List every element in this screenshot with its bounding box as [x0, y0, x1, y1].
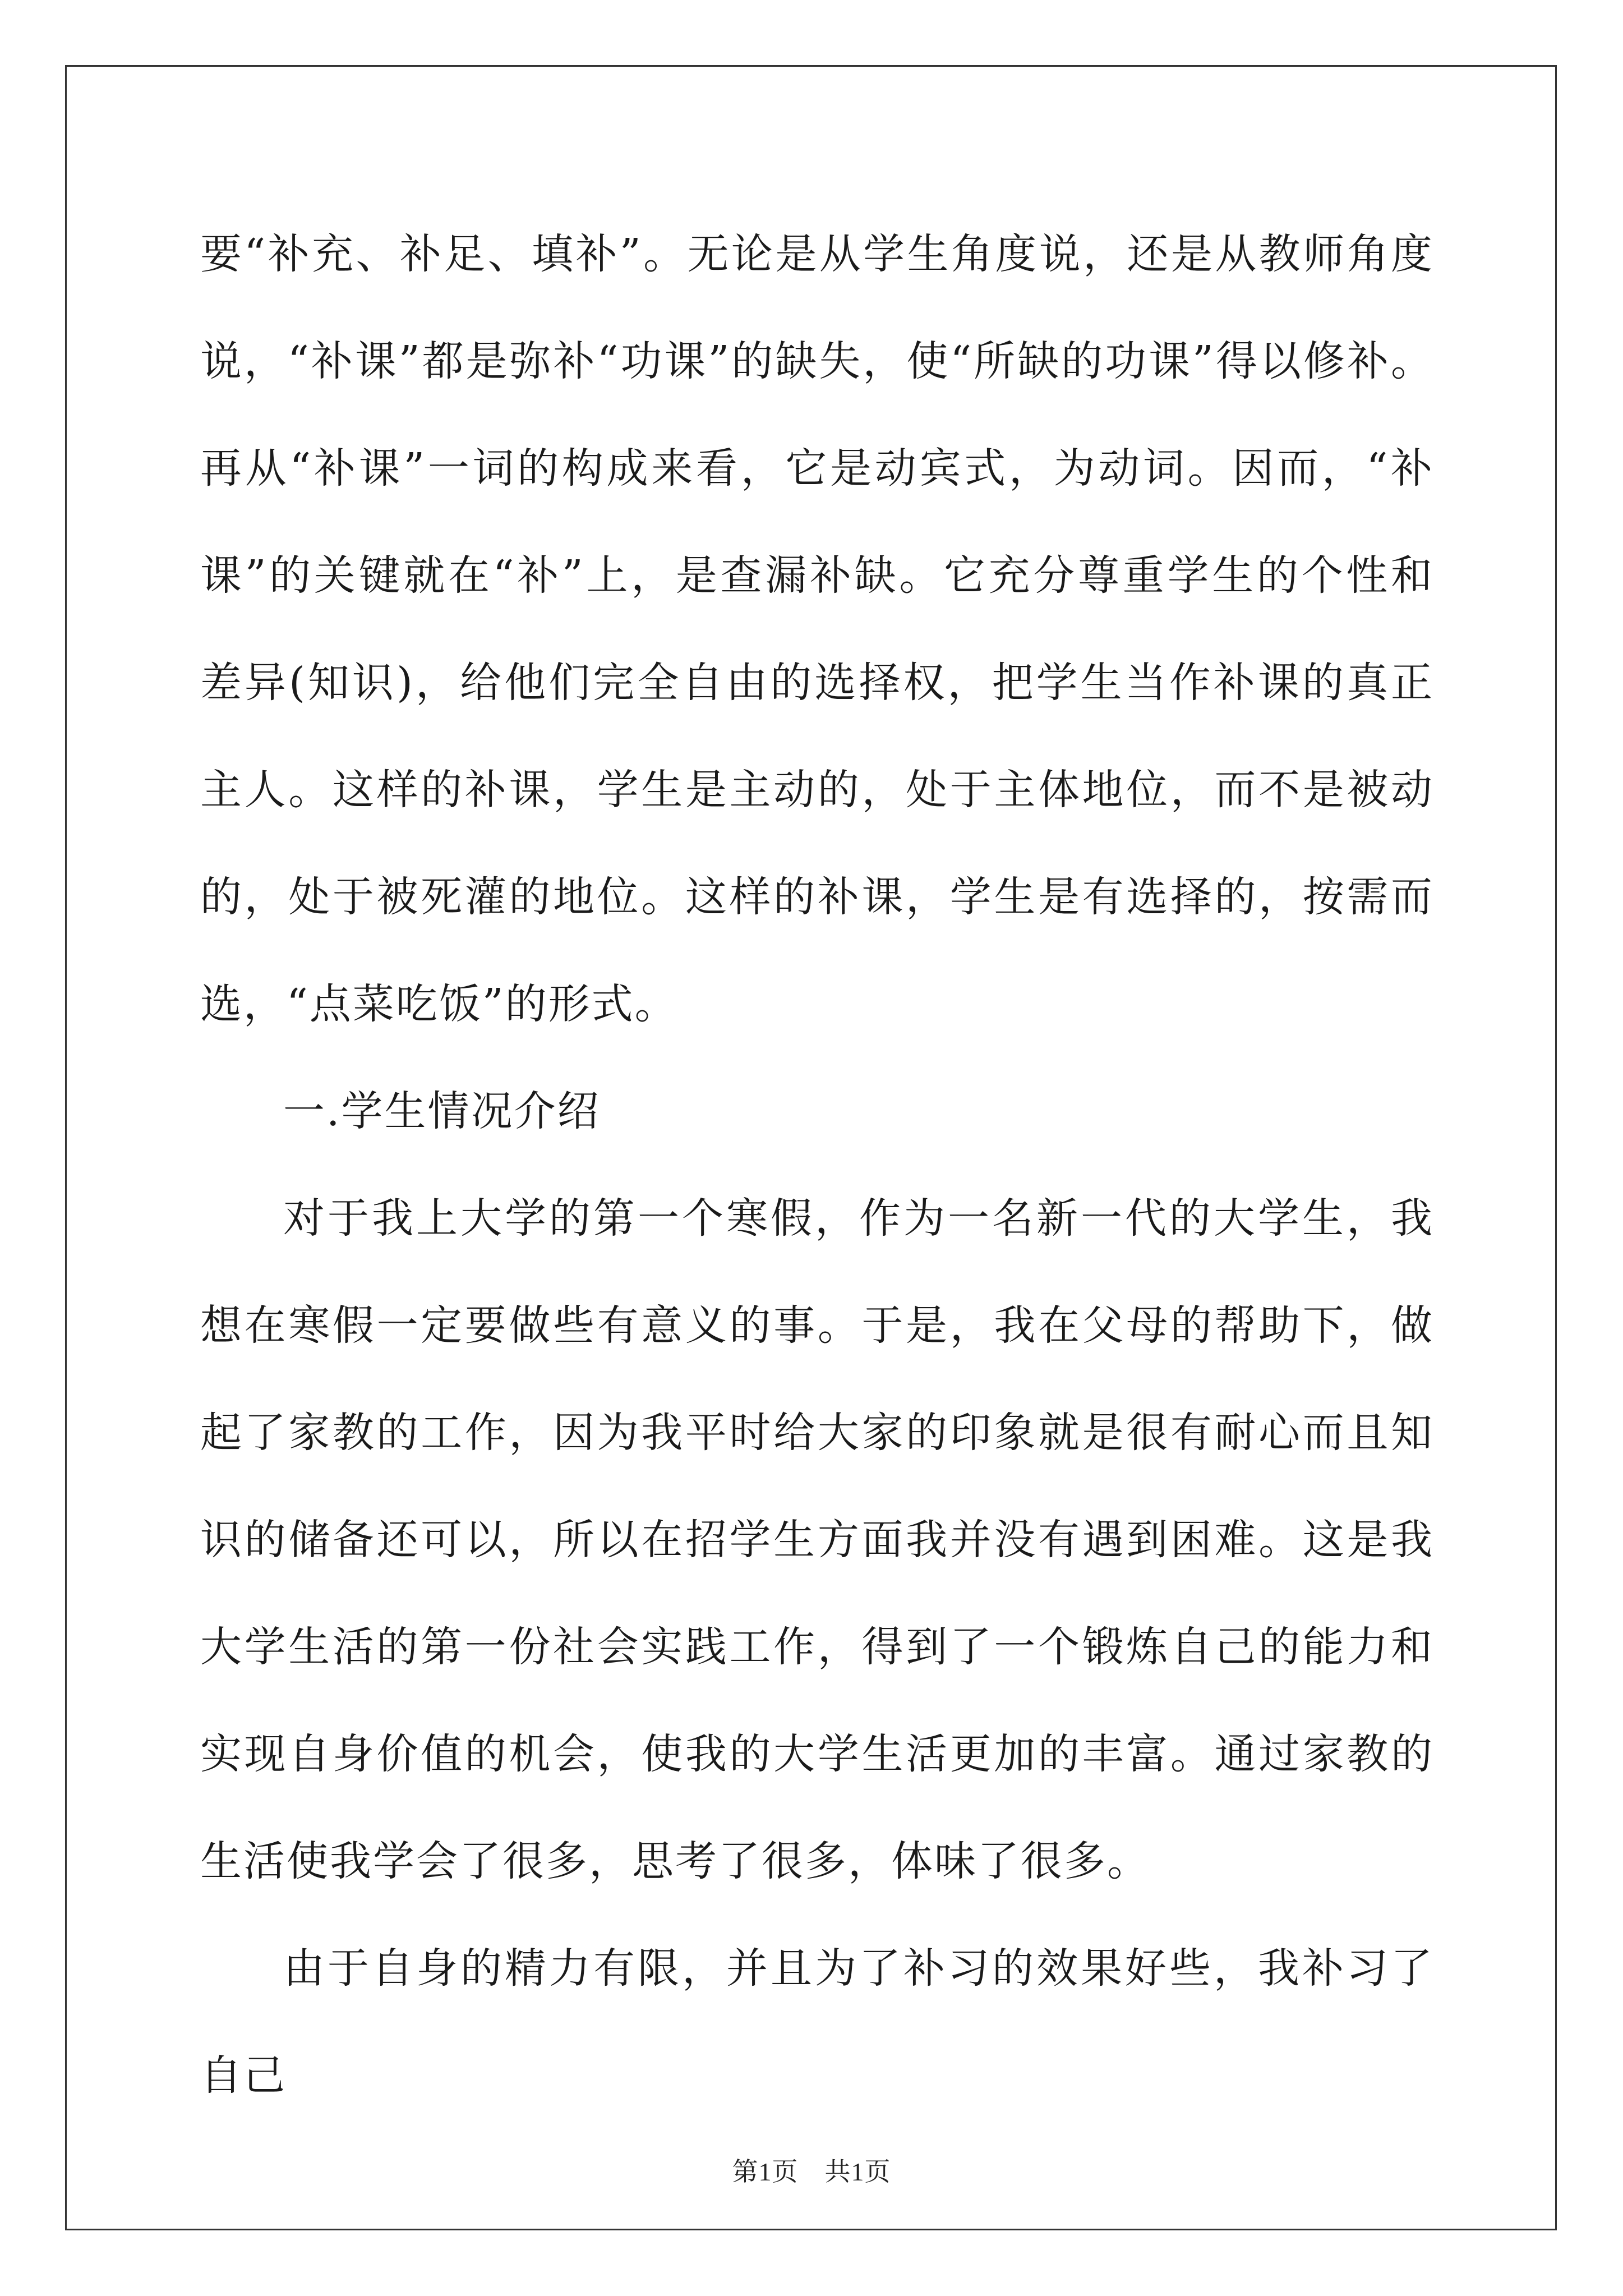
- paragraph-intro: 对于我上大学的第一个寒假，作为一名新一代的大学生，我想在寒假一定要做些有意义的事。于是，我在父母的帮助下，做起了家教的工作，因为我平时给大家的印象就是很有耐心而且知识的储备还可以，所以在招学生方面我并没有遇到困难。这是我大学生活的第一份社会实践工作，得到了一个锻炼自己的能力和实现自身价值的机会，使我的大学生活更加的丰富。通过家教的生活使我学会了很多，思考了很多，体味了很多。: [200, 1194, 1434, 1885]
- paragraph-continuation: 要“补充、补足、填补”。无论是从学生角度说，还是从教师角度说，“补课”都是弥补“功课”的缺失，使“所缺的功课”得以修补。再从“补课”一词的构成来看，它是动宾式，为动词。因而，“补课”的关键就在“补”上，是查漏补缺。它充分尊重学生的个性和差异(知识)，给他们完全自由的选择权，把学生当作补课的真正主人。这样的补课，学生是主动的，处于主体地位，而不是被动的，处于被死灌的地位。这样的补课，学生是有选择的，按需而选，“点菜吃饭”的形式。: [200, 230, 1434, 1028]
- section-heading: 一.学生情况介绍: [283, 1087, 601, 1135]
- page-footer: 第1页 共1页: [732, 2157, 891, 2186]
- document-body: [200, 201, 1434, 2129]
- paragraph-tutoring: 由于自身的精力有限，并且为了补习的效果好些，我补习了自己: [200, 1944, 1434, 2100]
